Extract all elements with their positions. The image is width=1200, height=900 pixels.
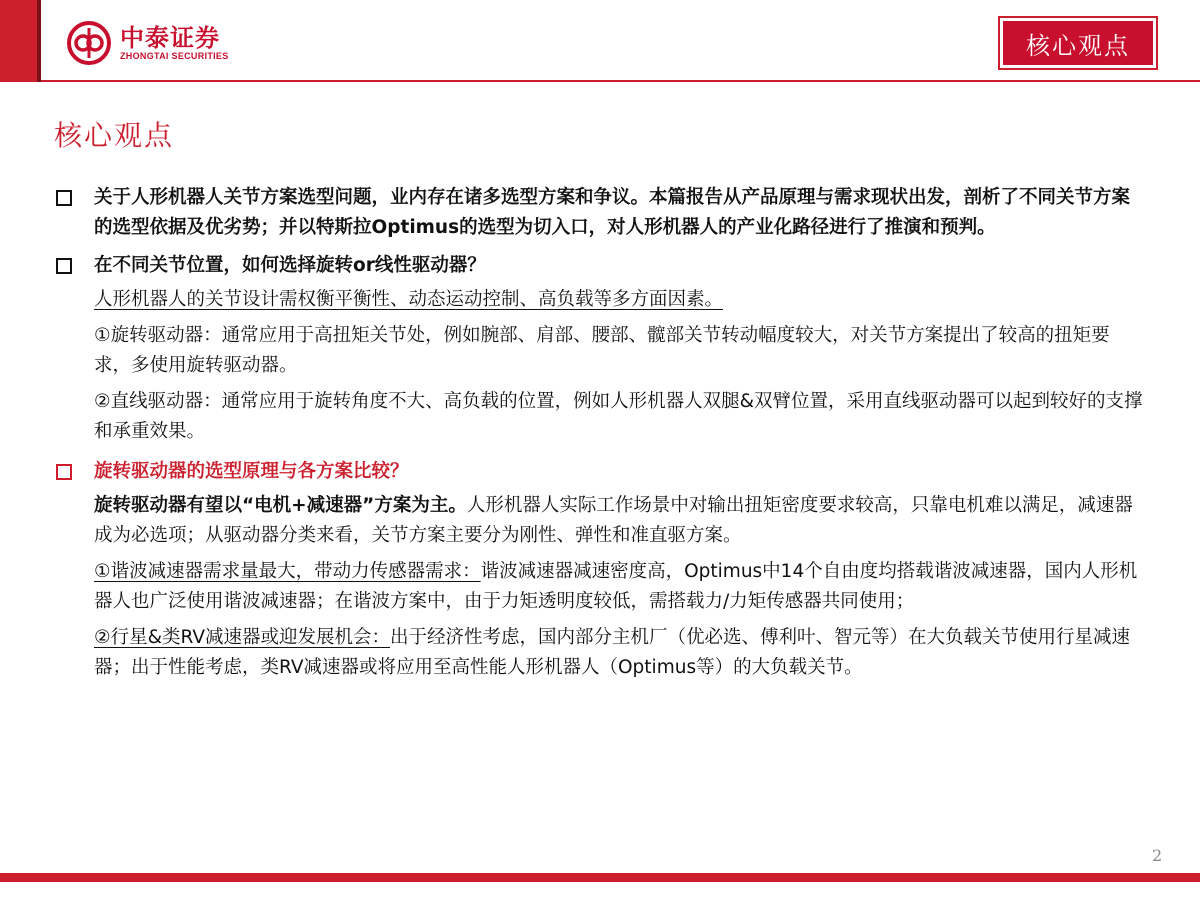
rotary-selection-heading: 旋转驱动器的选型原理与各方案比较？: [94, 461, 409, 482]
checkbox-bullet-icon: [56, 464, 72, 480]
planetary-reducer-paragraph: [56, 623, 1146, 683]
section-badge-label: 核心观点: [1003, 21, 1153, 65]
rotary-actuator-paragraph: ①旋转驱动器：通常应用于高扭矩关节处，例如腕部、肩部、腰部、髋部关节转动幅度较大，对关节方案提出了较高的扭矩要求，多使用旋转驱动器。: [94, 325, 1110, 376]
logo-name-en: ZHONGTAI SECURITIES: [120, 51, 229, 61]
logo-text: [120, 25, 229, 61]
rotary-selection-intro-rest: 人形机器人实际工作场景中对输出扭矩密度要求较高，只靠电机难以满足，减速器成为必选项；从驱动器分类来看，关节方案主要分为刚性、弹性和准直驱方案。: [94, 495, 1133, 546]
harmonic-reducer-paragraph: [56, 557, 1146, 617]
section-badge: [998, 16, 1158, 70]
actuator-choice-intro-text: 人形机器人的关节设计需权衡平衡性、动态运动控制、高负载等多方面因素。: [94, 289, 724, 310]
planetary-reducer-text: 出于经济性考虑，国内部分主机厂（优必选、傅利叶、智元等）在大负载关节使用行星减速器；出于性能考虑，类RV减速器或将应用至高性能人形机器人（Optimus等）的大负载关节。: [94, 627, 1131, 678]
harmonic-reducer-text: 谐波减速器减速密度高，Optimus中14个自由度均搭载谐波减速器，国内人形机器人也广泛使用谐波减速器；在谐波方案中，由于力矩透明度较低，需搭载力/力矩传感器共同使用；: [94, 561, 1138, 612]
checkbox-bullet-icon: [56, 258, 72, 274]
page-number: 2: [1152, 846, 1163, 865]
logo-name-cn: 中泰证券: [120, 24, 220, 52]
rotary-selection-intro: [56, 491, 1146, 551]
company-logo: [66, 20, 229, 66]
report-body: [56, 183, 1146, 683]
summary-text: 关于人形机器人关节方案选型问题，业内存在诸多选型方案和争议。本篇报告从产品原理与需求现状出发，剖析了不同关节方案的选型依据及优劣势；并以特斯拉Optimus的选型为切入口，对人形机器人的产业化路径进行了推演和预判。: [94, 187, 1131, 238]
rotary-selection-intro-bold: 旋转驱动器有望以“电机+减速器”方案为主。: [94, 495, 467, 516]
bullet-rotary-selection: [56, 457, 1146, 487]
linear-actuator-paragraph: ②直线驱动器：通常应用于旋转角度不大、高负载的位置，例如人形机器人双腿&双臂位置，采用直线驱动器可以起到较好的支撑和承重效果。: [94, 391, 1143, 442]
bullet-summary: [56, 183, 1146, 243]
actuator-choice-intro: [56, 285, 1146, 315]
header-divider: [41, 80, 1200, 82]
bullet-actuator-choice: [56, 251, 1146, 281]
logo-mark-icon: [66, 20, 112, 66]
footer-bar: [0, 873, 1200, 882]
harmonic-reducer-lead: ①谐波减速器需求量最大，带动力传感器需求：: [94, 561, 481, 582]
planetary-reducer-lead: ②行星&类RV减速器或迎发展机会：: [94, 627, 391, 648]
checkbox-bullet-icon: [56, 190, 72, 206]
page-title: 核心观点: [54, 119, 175, 152]
header-left-accent-bar: [0, 0, 37, 82]
actuator-choice-heading: 在不同关节位置，如何选择旋转or线性驱动器？: [94, 255, 486, 276]
header-left-accent-line: [37, 0, 41, 82]
